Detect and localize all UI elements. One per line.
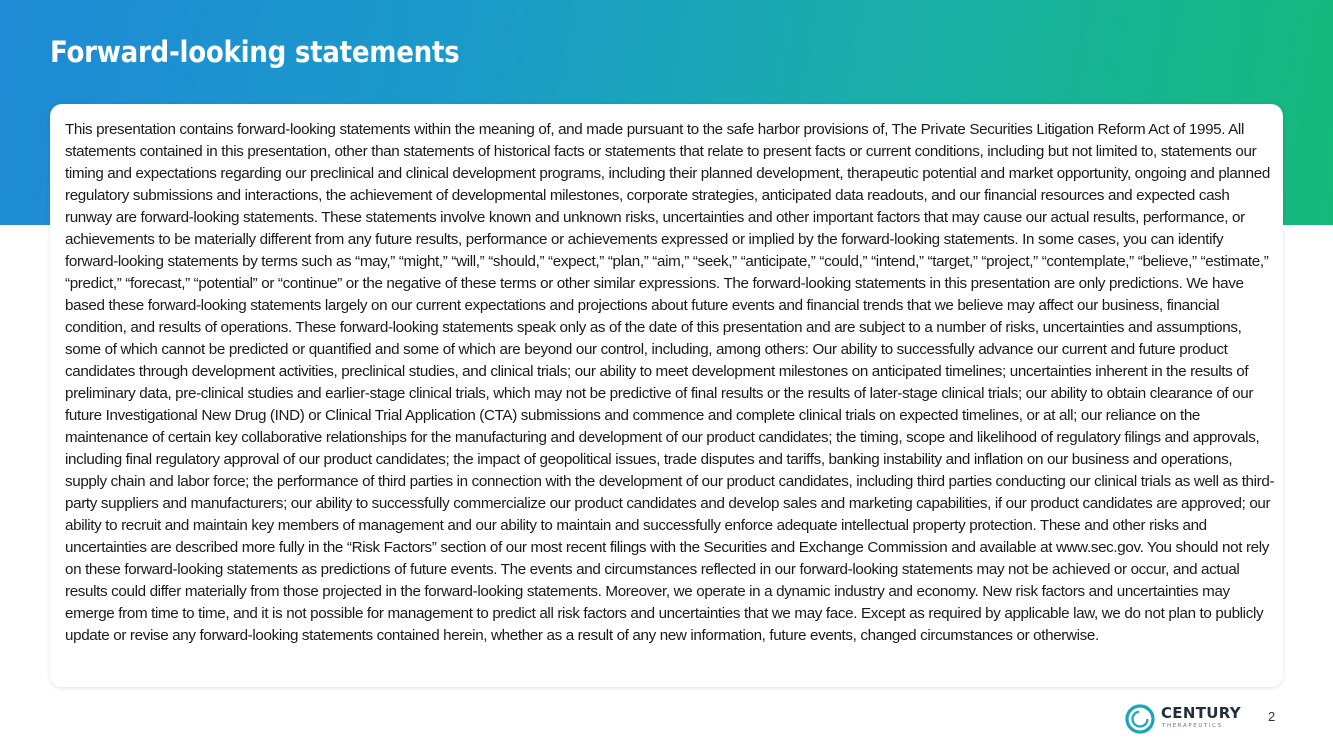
disclaimer-card [50, 104, 1283, 687]
disclaimer-body-text: This presentation contains forward-looking statements within the meaning of, and made pursuant to the safe harbor provisions of, The Private Securities Litigation Reform Act of 1995. All statements contained in this presentation, other than statements of historical facts or statements that relate to present facts or current conditions, including but not limited to, statements our timing and expectations regarding our preclinical and clinical development programs, including their planned development, therapeutic potential and market opportunity, ongoing and planned regulatory submissions and interactions, the achievement of developmental milestones, corporate strategies, anticipated data readouts, and our financial resources and expected cash runway are forward-looking statements. These statements involve known and unknown risks, uncertainties and other important factors that may cause our actual results, performance, or achievements to be materially different from any future results, performance or achievements expressed or implied by the forward-looking statements. In some cases, you can identify forward-looking statements by terms such as “may,” “might,” “will,” “should,” “expect,” “plan,” “aim,” “seek,” “anticipate,” “could,” “intend,” “target,” “project,” “contemplate,” “believe,” “estimate,” “predict,” “forecast,” “potential” or “continue” or the negative of these terms or other similar expressions. The forward-looking statements in this presentation are only predictions. We have based these forward-looking statements largely on our current expectations and projections about future events and financial trends that we believe may affect our business, financial condition, and results of operations. These forward-looking statements speak only as of the date of this presentation and are subject to a number of risks, uncertainties and assumptions, some of which cannot be predicted or quantified and some of which are beyond our control, including, among others: Our ability to successfully advance our current and future product candidates through development activities, preclinical studies, and clinical trials; our ability to meet development milestones on anticipated timelines; uncertainties inherent in the results of preliminary data, pre-clinical studies and earlier-stage clinical trials, which may not be predictive of final results or the results of later-stage clinical trials; our ability to obtain clearance of our future Investigational New Drug (IND) or Clinical Trial Application (CTA) submissions and commence and complete clinical trials on expected timelines, or at all; our reliance on the maintenance of certain key collaborative relationships for the manufacturing and development of our product candidates; the timing, scope and likelihood of regulatory filings and approvals, including final regulatory approval of our product candidates; the impact of geopolitical issues, trade disputes and tariffs, banking instability and inflation on our business and operations, supply chain and labor force; the performance of third parties in connection with the development of our product candidates, including third parties conducting our clinical trials as well as third-party suppliers and manufacturers; our ability to successfully commercialize our product candidates and develop sales and marketing capabilities, if our product candidates are approved; our ability to recruit and maintain key members of management and our ability to maintain and successfully enforce adequate intellectual property protection. These and other risks and uncertainties are described more fully in the “Risk Factors” section of our most recent filings with the Securities and Exchange Commission and available at www.sec.gov. You should not rely on these forward-looking statements as predictions of future events. The events and circumstances reflected in our forward-looking statements may not be achieved or occur, and actual results could differ materially from those projected in the forward-looking statements. Moreover, we operate in a dynamic industry and economy. New risk factors and uncertainties may emerge from time to time, and it is not possible for management to predict all risk factors and uncertainties that we may face. Except as required by applicable law, we do not plan to publicly update or revise any forward-looking statements contained herein, whether as a result of any new information, future events, changed circumstances or otherwise. [65, 121, 1275, 644]
page-title: Forward-looking statements [50, 35, 460, 69]
logo-subtitle: THERAPEUTICS [1162, 723, 1223, 729]
page-number: 2 [1268, 709, 1276, 724]
logo-wordmark: CENTURY [1161, 704, 1241, 722]
century-ring-logo-icon [1124, 703, 1156, 735]
company-logo [1124, 703, 1254, 733]
